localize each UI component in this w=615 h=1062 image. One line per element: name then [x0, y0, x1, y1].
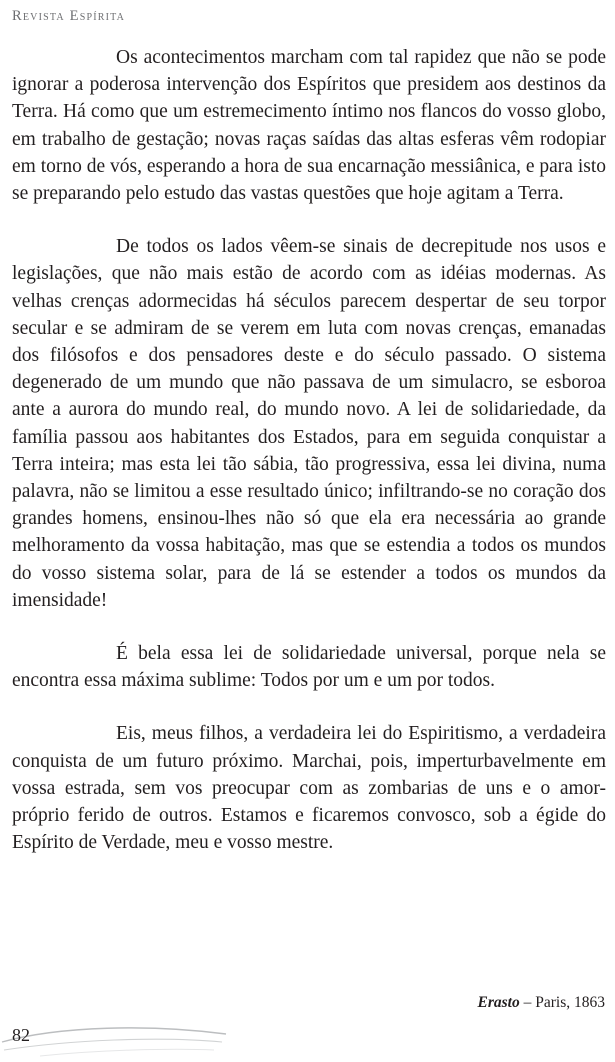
- signature-author: Erasto: [477, 994, 520, 1011]
- paragraph-2: De todos os lados vêem-se sinais de decrepitude nos usos e legislações, que não mais estão de acordo com as idéias modernas. As velhas crenças adormecidas há séculos parecem despertar de seu torpor secular e se admiram de se verem em luta com novas crenças, emanadas dos filósofos e dos pensadores deste e do século passado. O sistema degenerado de um mundo que não passava de um simulacro, se esboroa ante a aurora do mundo real, do mundo novo. A lei de solidariedade, da família passou aos habitantes dos Estados, para em seguida conquistar a Terra inteira; mas esta lei tão sábia, tão progressiva, essa lei divina, numa palavra, não se limitou a esse resultado único; infiltrando-se no coração dos grandes homens, ensinou-lhes não só que ela era necessária ao grande melhoramento da vossa habitação, mas que se estendia a todos os mundos do vosso sistema solar, para de lá se estender a todos os mundos da imensidade!: [12, 236, 606, 611]
- paragraph-3: É bela essa lei de solidariedade universal, porque nela se encontra essa máxima sublime: Todos por um e um por todos.: [12, 643, 606, 692]
- page-number: 82: [12, 1025, 30, 1045]
- paragraph-4: Eis, meus filhos, a verdadeira lei do Espiritismo, a verdadeira conquista de um futuro próximo. Marchai, pois, imperturbavelmente em vossa estrada, sem vos preocupar com as zombarias de uns e o amor-próprio ferido de outros. Estamos e ficaremos convosco, sob a égide do Espírito de Verdade, meu e vosso mestre.: [12, 723, 606, 854]
- signature: [478, 994, 605, 1012]
- signature-place-date: – Paris, 1863: [519, 994, 605, 1011]
- paragraph-1: Os acontecimentos marcham com tal rapidez que não se pode ignorar a poderosa intervenção dos Espíritos que presidem aos destinos da Terra. Há como que um estremecimento íntimo nos flancos do vosso globo, em trabalho de gestação; novas raças saídas das altas esferas vêm rodopiar em torno de vós, esperando a hora de sua encarnação messiânica, e para isto se preparando pelo estudo das vastas questões que hoje agitam a Terra.: [12, 47, 606, 205]
- article-body: [12, 44, 606, 882]
- running-header: Revista Espírita: [12, 8, 126, 24]
- decorative-swoosh-icon: [0, 1020, 230, 1060]
